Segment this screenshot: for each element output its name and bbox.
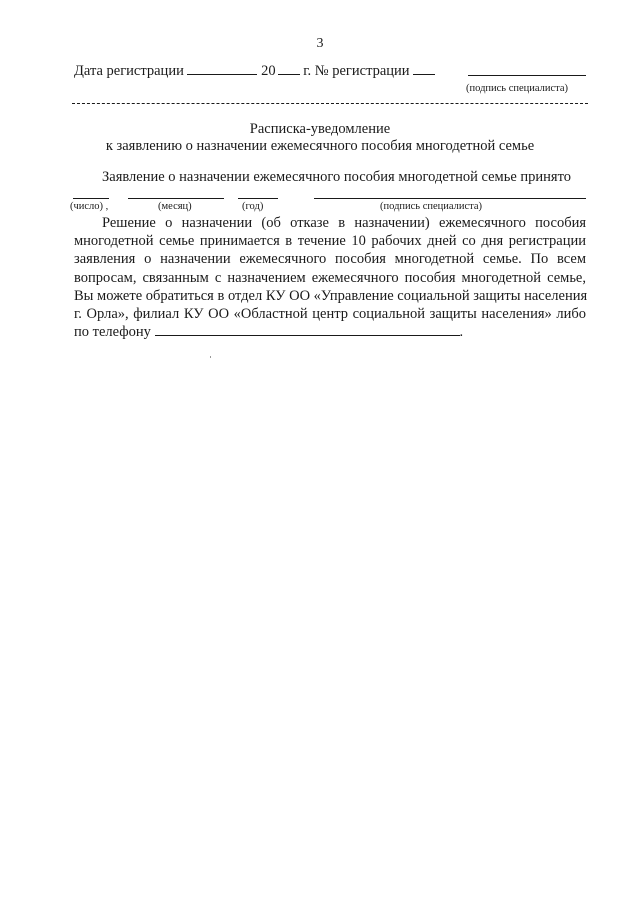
signature-fill-line <box>314 198 586 199</box>
paragraph-line: вопросам, связанным с назначением ежемесячного пособия многодетной семье, <box>74 269 586 286</box>
accepted-statement: Заявление о назначении ежемесячного пособия многодетной семье принято <box>102 169 571 185</box>
registration-year-prefix: 20 <box>261 63 276 79</box>
registration-number-label: № регистрации <box>314 63 410 79</box>
paragraph-line: многодетной семье принимается в течение 10 рабочих дней со дня регистрации <box>74 233 586 250</box>
registration-signature-line <box>468 75 586 76</box>
scan-speck <box>210 356 211 358</box>
decision-paragraph <box>74 214 586 341</box>
phone-end: . <box>459 324 464 341</box>
signature-caption: (подпись специалиста) <box>380 201 483 212</box>
registration-line <box>74 62 435 80</box>
registration-date-label: Дата регистрации <box>74 63 184 79</box>
day-caption: (число) , <box>70 201 109 212</box>
receipt-title: Расписка-уведомление <box>249 121 391 137</box>
registration-date-blank <box>187 62 257 75</box>
paragraph-line: Вы можете обратиться в отдел КУ ОО «Управление социальной защиты населения <box>74 287 588 304</box>
cut-line <box>72 103 588 104</box>
paragraph-line: заявления о назначении ежемесячного пособия многодетной семье. По всем <box>74 251 586 268</box>
year-fill-line <box>238 198 278 199</box>
month-caption: (месяц) <box>158 201 192 212</box>
month-fill-line <box>128 198 224 199</box>
phone-blank <box>155 323 460 336</box>
registration-number-blank <box>413 62 435 75</box>
paragraph-line: г. Орла», филиал КУ ОО «Областной центр социальной защиты населения» либо <box>74 306 586 323</box>
year-caption: (год) <box>242 201 264 212</box>
day-fill-line <box>73 198 109 199</box>
phone-line <box>74 323 586 341</box>
registration-year-suffix: г. <box>303 63 312 79</box>
receipt-subtitle: к заявлению о назначении ежемесячного пособия многодетной семье <box>105 138 535 154</box>
registration-year-blank <box>278 62 300 75</box>
page-number: 3 <box>316 36 324 51</box>
paragraph-line: Решение о назначении (об отказе в назначении) ежемесячного пособия <box>102 215 586 231</box>
registration-signature-caption: (подпись специалиста) <box>466 83 569 94</box>
phone-label: по телефону <box>74 324 151 341</box>
